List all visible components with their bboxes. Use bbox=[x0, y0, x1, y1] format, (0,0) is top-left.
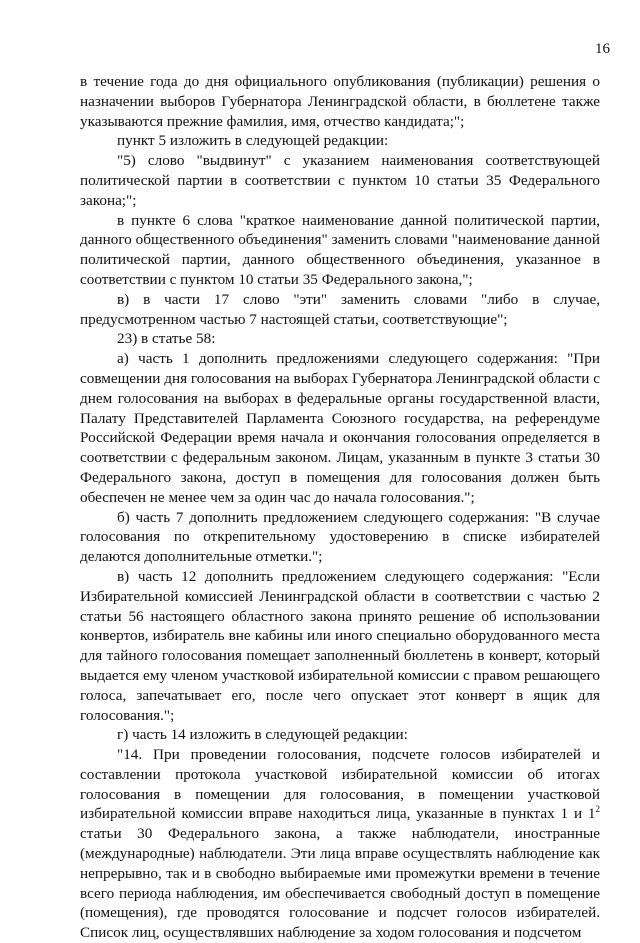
paragraph-3: "5) слово "выдвинут" с указанием наименования соответствующей политической партии в соответствии с пунктом 10 статьи 35 Федерального закона;"; bbox=[80, 152, 600, 209]
paragraph-2: пункт 5 изложить в следующей редакции: bbox=[117, 132, 389, 150]
paragraph-6: 23) в статье 58: bbox=[117, 330, 216, 348]
paragraph-5: в) в части 17 слово "эти" заменить словами "либо в случае, предусмотренном частью 7 настоящей статьи, соответствующие"; bbox=[80, 290, 600, 328]
paragraph-11-text: "14. При проведении голосования, подсчете голосов избирателей и составлении протокола участковой избирательной комиссии об итогах голосования в помещении для голосования, в помещении участковой избирательной комиссии вправе находиться лица, указанные в пунктах 1 и 1 bbox=[80, 746, 600, 823]
document-body bbox=[80, 72, 600, 943]
paragraph-1: в течение года до дня официального опубликования (публикации) решения о назначении выборов Губернатора Ленинградской области, в бюллетене также указываются прежние фамилия, имя, отчество кандидата;"; bbox=[80, 73, 600, 130]
superscript: 2 bbox=[595, 804, 600, 815]
paragraph-9: в) часть 12 дополнить предложением следующего содержания: "Если Избирательной комиссией Ленинградской области в соответствии с частью 2 статьи 56 настоящего областного закона принято решение об использовании конвертов, избиратель вне кабины или иного специально оборудованного места для тайного голосования помещает заполненный бюллетень в конверт, который выдается ему членом участковой избирательной комиссии с правом решающего голоса, запечатывает его, после чего опускает этот конверт в ящик для голосования."; bbox=[80, 567, 600, 724]
paragraph-7: а) часть 1 дополнить предложениями следующего содержания: "При совмещении дня голосования на выборах Губернатора Ленинградской области с днем голосования на выборах в федеральные органы государственной власти, Палату Представителей Парламента Союзного государства, на референдуме Российской Федерации время начала и окончания голосования определяется в соответствии с федеральным законом. Лицам, указанным в пункте 3 статьи 30 Федерального закона, доступ в помещения для голосования должен быть обеспечен не менее чем за один час до начала голосования."; bbox=[80, 350, 600, 506]
paragraph-8: б) часть 7 дополнить предложением следующего содержания: "В случае голосования по открепительному удостоверению в списке избирателей делаются дополнительные отметки."; bbox=[80, 508, 600, 566]
paragraph-4: в пункте 6 слова "краткое наименование данной политической партии, данного общественного объединения" заменить словами "наименование данной политической партии, данного общественного объединения, указанное в соответствии с пунктом 10 статьи 35 Федерального закона,"; bbox=[80, 211, 600, 288]
paragraph-11-text-continued: статьи 30 Федерального закона, а также наблюдатели, иностранные (международные) наблюдатели. Эти лица вправе осуществлять наблюдение как непрерывно, так и в свободно выбираемые ими промежутки времени в течение всего периода наблюдения, им обеспечивается свободный доступ в помещение (помещения), где проводятся голосование и подсчет голосов избирателей. Список лиц, осуществлявших наблюдение за ходом голосования и подсчетом bbox=[80, 825, 600, 942]
paragraph-11 bbox=[80, 745, 600, 943]
paragraph-10: г) часть 14 изложить в следующей редакции: bbox=[117, 726, 408, 744]
page-number: 16 bbox=[595, 41, 610, 57]
